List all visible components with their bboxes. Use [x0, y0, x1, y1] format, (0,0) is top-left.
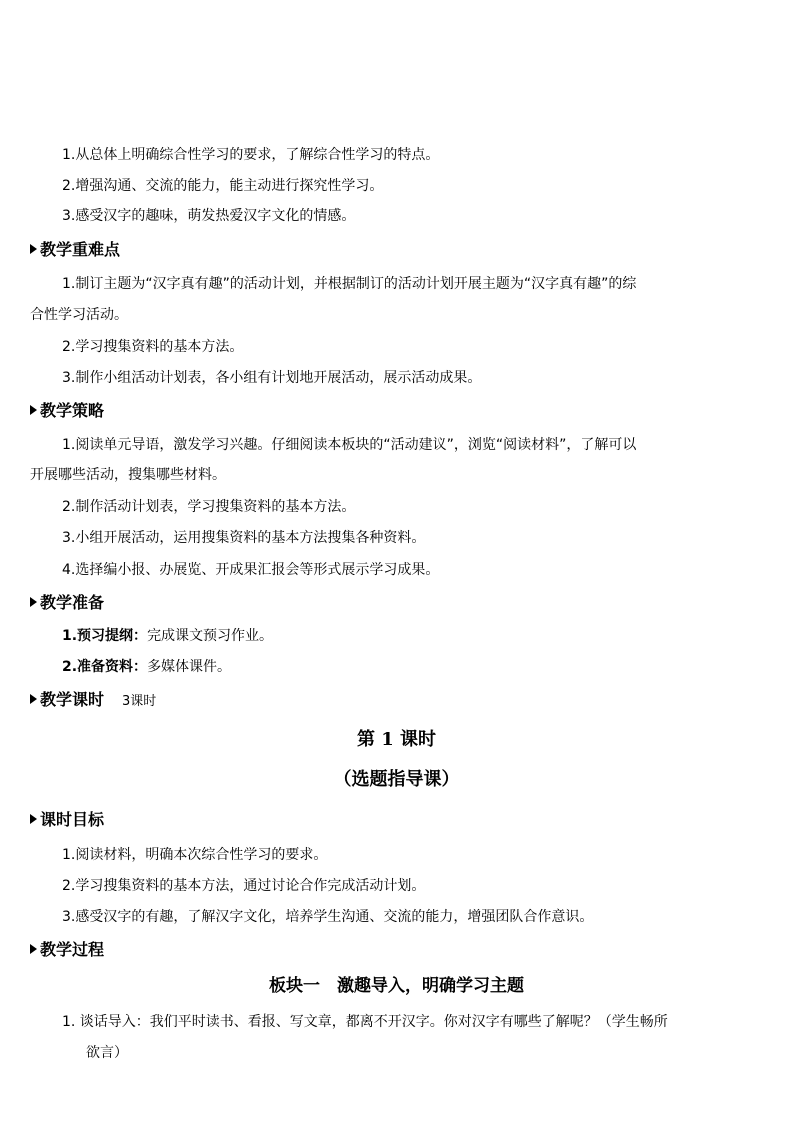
strategy-item-1-continued: 开展哪些活动，搜集哪些材料。: [30, 467, 226, 483]
prep-item-1-label: 1.预习提纲：: [62, 628, 148, 644]
key-point-item-1-continued: 合性学习活动。: [30, 307, 128, 323]
process-step-1-continued: 欲言）: [86, 1045, 128, 1061]
key-point-item-3: 3.制作小组活动计划表，各小组有计划地开展活动，展示活动成果。: [62, 370, 482, 386]
prep-item-1: [62, 627, 273, 645]
goal-item-2: 2.增强沟通、交流的能力，能主动进行探究性学习。: [62, 178, 384, 194]
lesson-title: 第 1 课时: [356, 729, 437, 750]
process-step-1: 1. 谈话导入：我们平时读书、看报、写文章，都离不开汉字。你对汉字有哪些了解呢？（学生畅所: [62, 1014, 668, 1030]
prep-item-1-text: 完成课文预习作业。: [147, 628, 274, 644]
strategy-item-1: 1.阅读单元导语，激发学习兴趣。仔细阅读本板块的“活动建议”，浏览“阅读材料”，了解可以: [62, 437, 637, 453]
section-heading-key-points: 教学重难点: [30, 240, 120, 260]
triangle-bullet-icon: [30, 244, 37, 254]
triangle-bullet-icon: [30, 814, 37, 824]
lesson-goal-item-2: 2.学习搜集资料的基本方法，通过讨论合作完成活动计划。: [62, 878, 426, 894]
hours-value: 3课时: [122, 694, 157, 709]
section-heading-preparation: 教学准备: [30, 593, 104, 613]
strategy-item-4: 4.选择编小报、办展览、开成果汇报会等形式展示学习成果。: [62, 562, 440, 578]
triangle-bullet-icon: [30, 694, 37, 704]
key-point-item-2: 2.学习搜集资料的基本方法。: [62, 339, 244, 355]
lesson-goal-item-1: 1.阅读材料，明确本次综合性学习的要求。: [62, 847, 328, 863]
goal-item-1: 1.从总体上明确综合性学习的要求，了解综合性学习的特点。: [62, 147, 440, 163]
prep-item-2: [62, 658, 231, 676]
section-heading-hours: 教学课时 3课时: [30, 690, 156, 712]
section-heading-lesson-goals: 课时目标: [30, 810, 104, 830]
lesson-subtitle: （选题指导课）: [333, 769, 460, 790]
block-title: 板块一 激趣导入，明确学习主题: [269, 976, 524, 996]
strategy-item-3: 3.小组开展活动，运用搜集资料的基本方法搜集各种资料。: [62, 530, 426, 546]
key-point-item-1: 1.制订主题为“汉字真有趣”的活动计划，并根据制订的活动计划开展主题为“汉字真有趣”的综: [62, 276, 637, 292]
section-heading-strategy: 教学策略: [30, 401, 104, 421]
strategy-item-2: 2.制作活动计划表，学习搜集资料的基本方法。: [62, 499, 356, 515]
goal-item-3: 3.感受汉字的趣味，萌发热爱汉字文化的情感。: [62, 208, 356, 224]
prep-item-2-text: 多媒体课件。: [147, 659, 232, 675]
prep-item-2-label: 2.准备资料：: [62, 659, 148, 675]
triangle-bullet-icon: [30, 944, 37, 954]
triangle-bullet-icon: [30, 597, 37, 607]
lesson-goal-item-3: 3.感受汉字的有趣，了解汉字文化，培养学生沟通、交流的能力，增强团队合作意识。: [62, 909, 594, 925]
section-heading-process: 教学过程: [30, 940, 104, 960]
triangle-bullet-icon: [30, 405, 37, 415]
